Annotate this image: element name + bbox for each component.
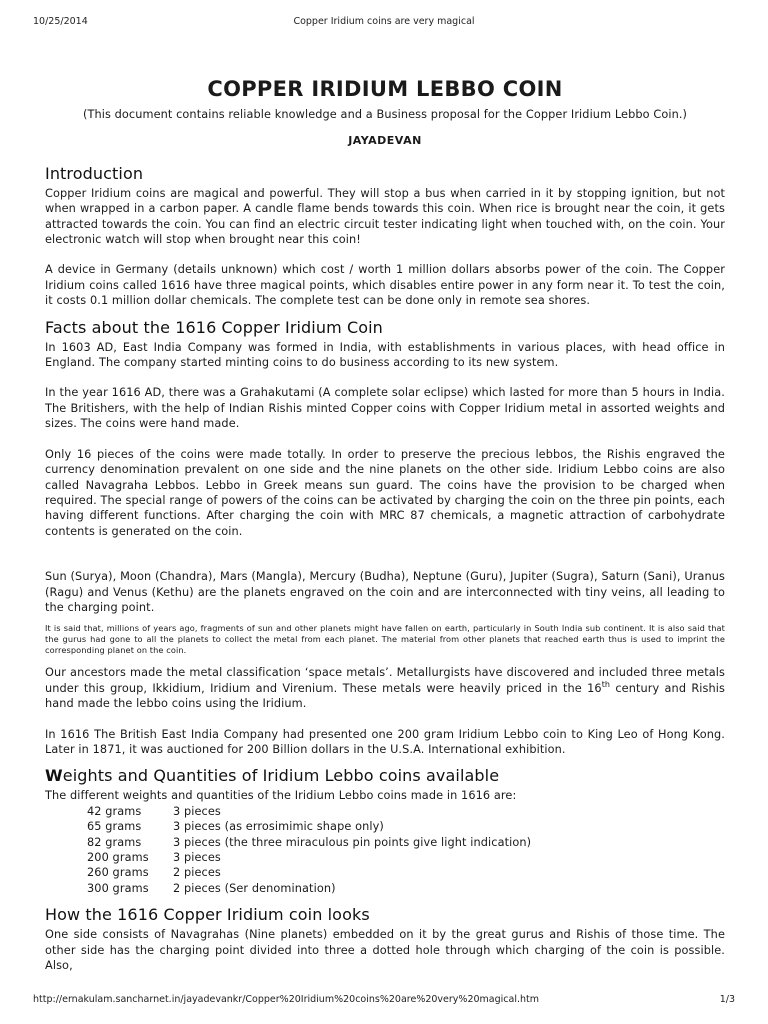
paragraph: Copper Iridium coins are magical and powerful. They will stop a bus when carried in it by stopping ignition, but not when wrapped in a carbon paper. A candle flame bends towards this coin. When rice is brought near the coin, it gets attracted towards the coin. You can find an electric circuit tester indicating light when touched with, on the coin. Your electronic watch will stop when brought near this coin! xyxy=(45,186,725,247)
weight-cell: 300 grams xyxy=(87,881,149,895)
paragraph: Our ancestors made the metal classification ‘space metals’. Metallurgists have discovered and included three metals under this group, Ikkidium, Iridium and Virenium. These metals were heavily priced in the 16th century and Rishis hand made the lebbo coins using the Iridium. xyxy=(45,666,725,711)
table-row xyxy=(87,804,531,819)
paragraph: In 1616 The British East India Company had presented one 200 gram Iridium Lebbo coin to King Leo of Hong Kong. Later in 1871, it was auctioned for 200 Billion dollars in the U.S.A. International exhibition. xyxy=(45,727,725,756)
weights-table xyxy=(87,804,531,896)
section-heading-facts: Facts about the 1616 Copper Iridium Coin xyxy=(45,317,383,337)
weight-cell: 42 grams xyxy=(87,804,142,818)
paragraph: Only 16 pieces of the coins were made totally. In order to preserve the precious lebbos, the Rishis engraved the currency denomination prevalent on one side and the nine planets on the other side. Iridium Lebbo coins are also called Navagraha Lebbos. Lebbo in Greek means sun guard. The coins have the provision to be charged when required. The special range of powers of the coins can be activated by charging the coin on the three pin points, each having different functions. After charging the coin with MRC 87 chemicals, a magnetic attraction of carbohydrate contents is generated on the coin. xyxy=(45,447,725,538)
print-header xyxy=(33,16,735,30)
weight-cell: 65 grams xyxy=(87,820,142,834)
pieces-cell: 3 pieces (the three miraculous pin points give light indication) xyxy=(173,835,532,849)
pieces-cell: 2 pieces xyxy=(173,866,221,880)
table-row xyxy=(87,819,531,834)
weight-cell: 200 grams xyxy=(87,851,149,864)
weight-cell: 82 grams xyxy=(87,835,142,849)
document-body xyxy=(45,76,725,973)
print-footer xyxy=(33,994,735,1008)
table-row xyxy=(87,881,531,896)
paragraph: The different weights and quantities of the Iridium Lebbo coins made in 1616 are: xyxy=(45,789,517,803)
table-row xyxy=(87,850,531,865)
paragraph: In 1603 AD, East India Company was formed in India, with establishments in various places, with head office in England. The company started minting coins to do business according to its new system. xyxy=(45,340,725,370)
table-row xyxy=(87,865,531,880)
paragraph: Sun (Surya), Moon (Chandra), Mars (Mangla), Mercury (Budha), Neptune (Guru), Jupiter (Sugra), Saturn (Sani), Uranus (Ragu) and Venus (Kethu) are the planets engraved on the coin and are interconnected with tiny veins, all leading to the charging point. xyxy=(45,570,725,614)
print-page-title: Copper Iridium coins are very magical xyxy=(293,16,475,27)
paragraph: One side consists of Navagrahas (Nine planets) embedded on it by the great gurus and Rishis of those time. The other side has the charging point divided into three a dotted hole through which charging of the coin is possible. Also, xyxy=(45,928,725,973)
pieces-cell: 2 pieces (Ser denomination) xyxy=(173,881,336,895)
document-author: JAYADEVAN xyxy=(348,134,422,148)
pieces-cell: 3 pieces xyxy=(173,804,221,818)
section-heading-weights: Weights and Quantities of Iridium Lebbo coins available xyxy=(45,766,500,786)
table-row xyxy=(87,835,531,850)
document-subtitle: (This document contains reliable knowledge and a Business proposal for the Copper Iridium Lebbo Coin.) xyxy=(82,108,688,121)
fine-print-paragraph: It is said that, millions of years ago, fragments of sun and other planets might have fallen on earth, particularly in South India sub continent. It is also said that the gurus had gone to all the planets to collect the metal from each planet. The material from other planets that reached earth thus is used to imprint the corresponding planet on the coin. xyxy=(45,623,725,656)
section-heading-introduction: Introduction xyxy=(45,163,144,183)
print-page-count: 1/3 xyxy=(719,994,735,1005)
print-url: http://ernakulam.sancharnet.in/jayadevankr/Copper%20Iridium%20coins%20are%20very%20magical.htm xyxy=(33,994,539,1005)
pieces-cell: 3 pieces xyxy=(173,851,221,864)
print-date: 10/25/2014 xyxy=(33,16,88,27)
paragraph: A device in Germany (details unknown) which cost / worth 1 million dollars absorbs power of the coin. The Copper Iridium coins called 1616 have three magical points, which disables entire power in any form near it. To test the coin, it costs 0.1 million dollar chemicals. The complete test can be done only in remote sea shores. xyxy=(45,263,725,308)
pieces-cell: 3 pieces (as errosimimic shape only) xyxy=(173,820,384,834)
section-heading-looks: How the 1616 Copper Iridium coin looks xyxy=(45,905,370,925)
document-title: COPPER IRIDIUM LEBBO COIN xyxy=(207,77,563,101)
paragraph: In the year 1616 AD, there was a Grahakutami (A complete solar eclipse) which lasted for more than 5 hours in India. The Britishers, with the help of Indian Rishis minted Copper coins with Copper Iridium metal in assorted weights and sizes. The coins were hand made. xyxy=(45,386,725,431)
ordinal-superscript: th xyxy=(601,679,611,689)
weight-cell: 260 grams xyxy=(87,866,149,880)
